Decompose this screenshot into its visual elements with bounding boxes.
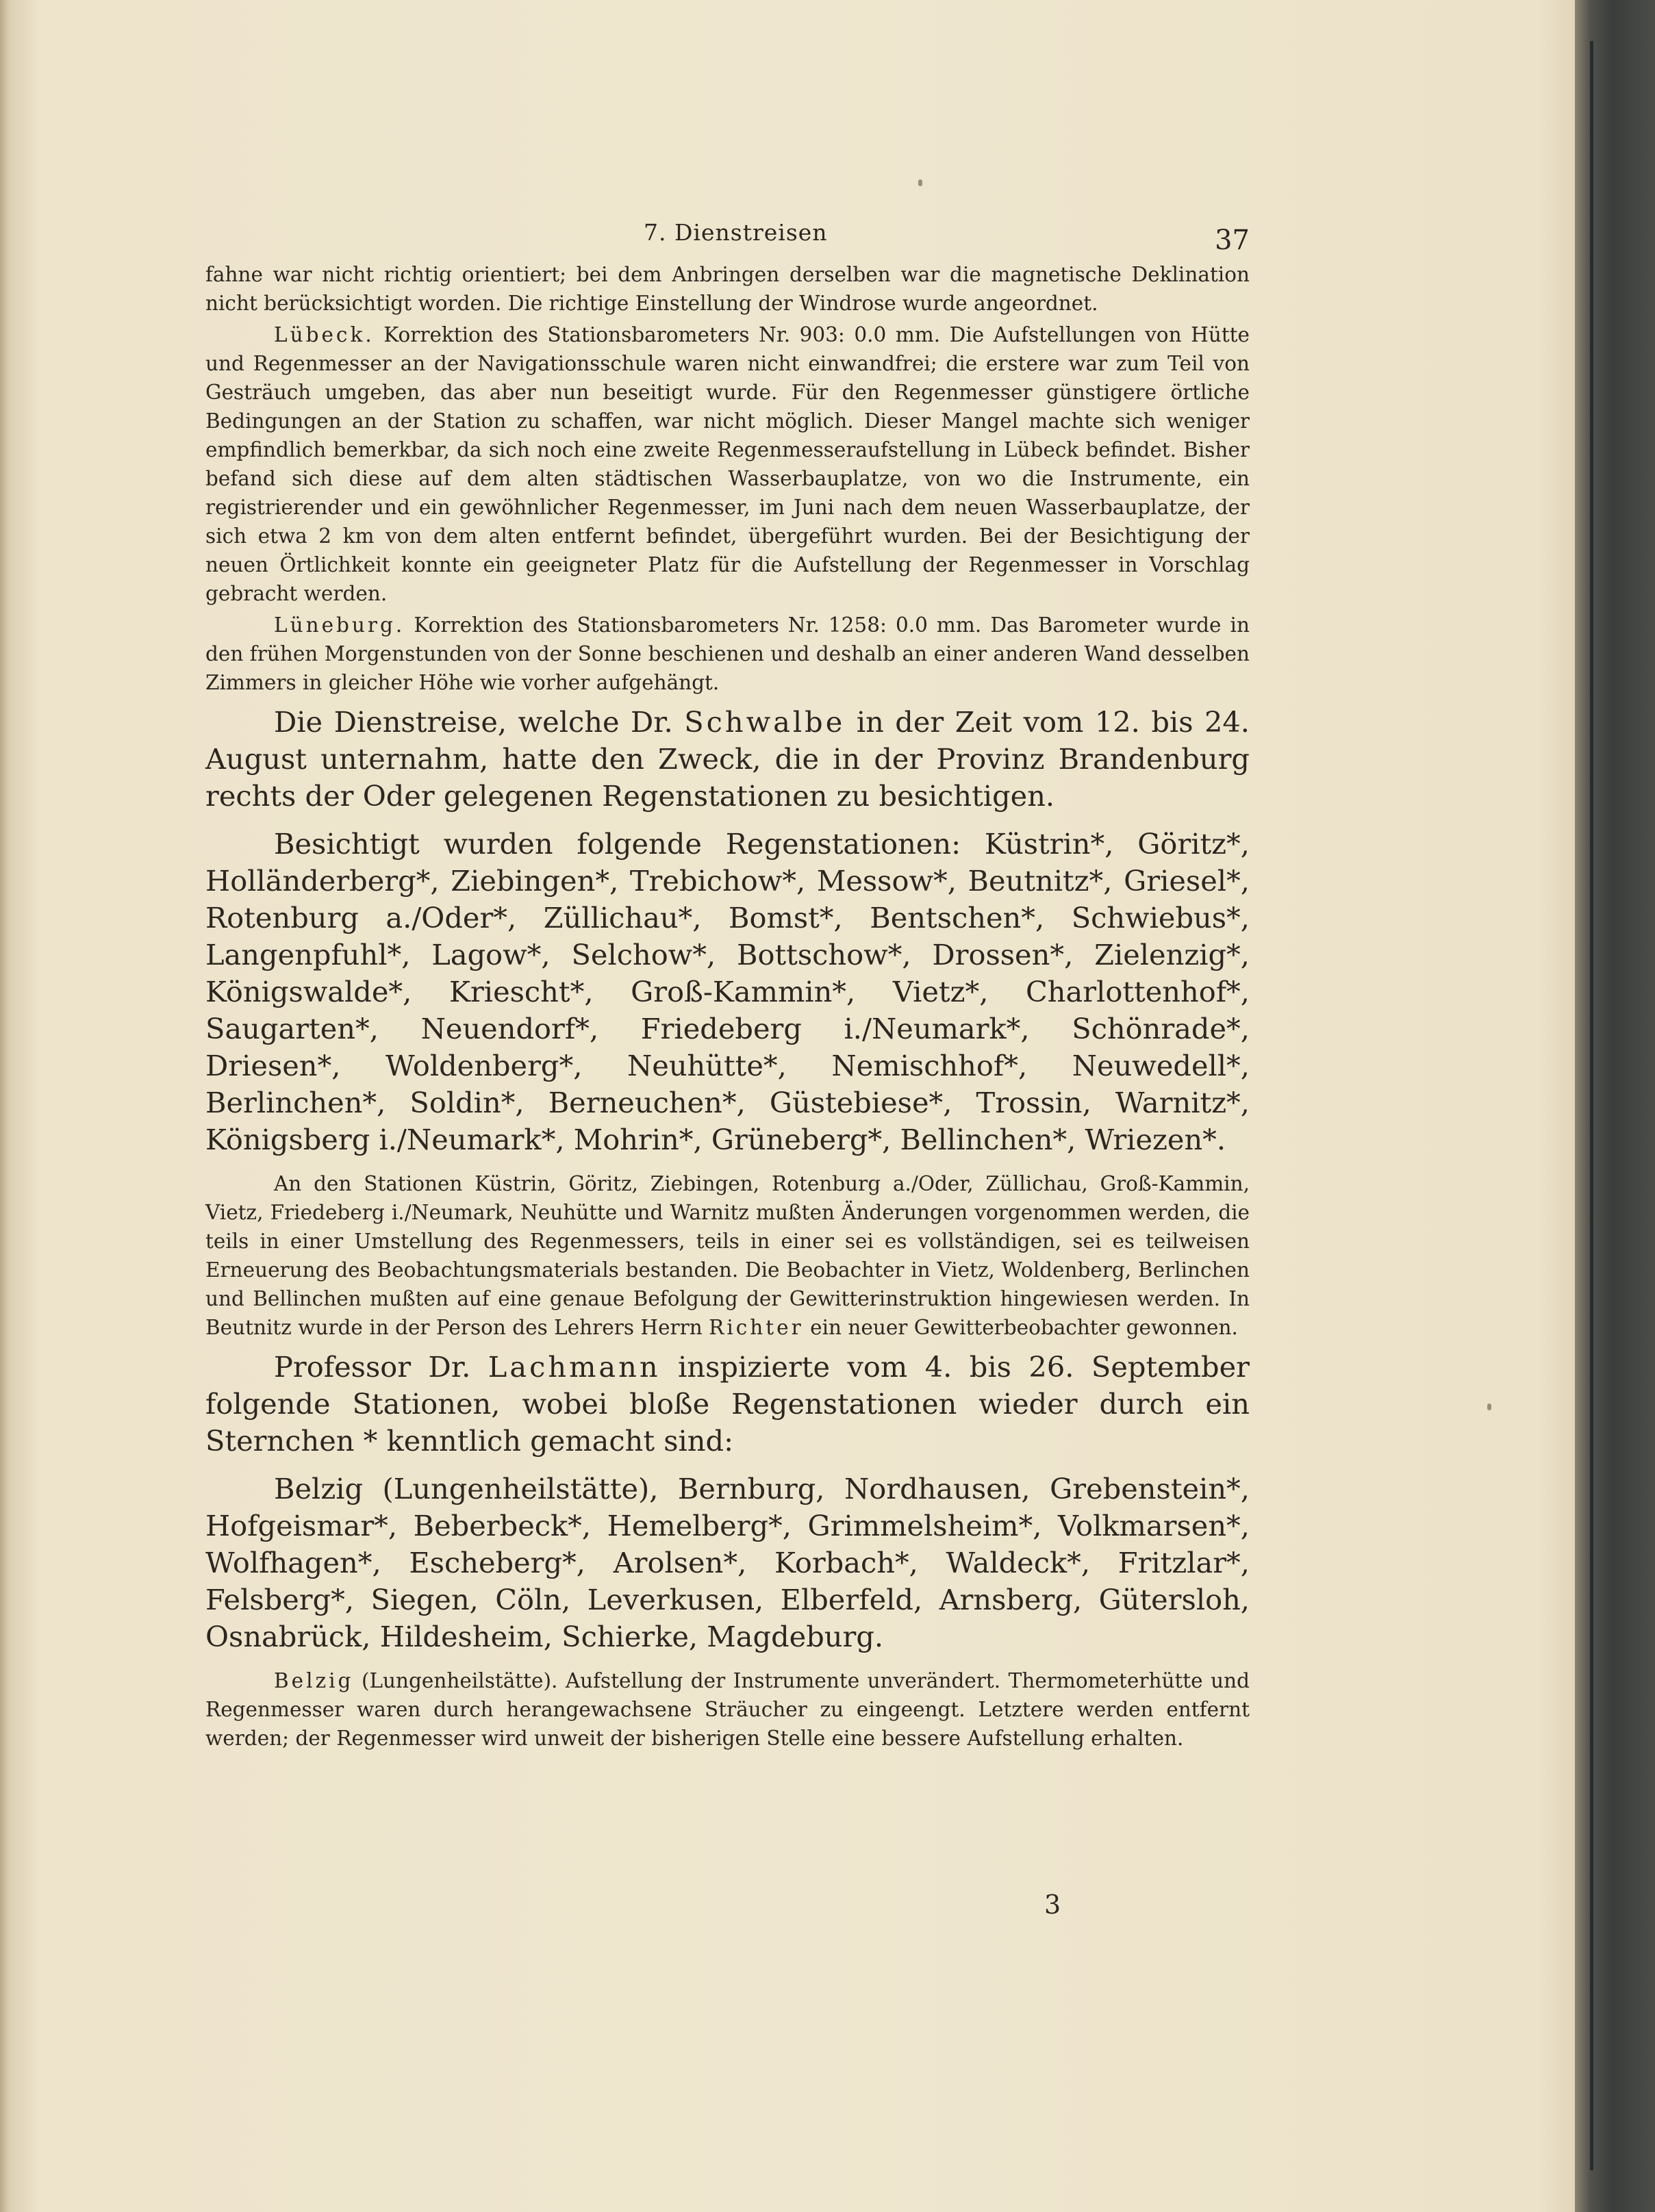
person-name-schwalbe: Schwalbe <box>684 705 846 739</box>
paragraph-schwalbe-after: in der Zeit vom 12. bis 24. August unternahm, hatte den Zweck, die in der Provinz Brandenburg rechts der Oder gelegenen Regenstationen zu besichtigen. <box>205 705 1250 813</box>
paragraph-belzig-text: (Lungenheilstätte). Aufstellung der Instrumente unverändert. Thermometerhütte und Regenmesser waren durch herangewachsene Sträucher zu eingeengt. Letztere werden entfernt werden; der Regenmesser wird unweit der bisherigen Stelle eine bessere Aufstellung erhalten. <box>205 1669 1250 1750</box>
station-name-luebeck: Lübeck. <box>274 323 375 346</box>
page-header <box>205 219 1250 260</box>
paragraph-belzig <box>205 1666 1250 1753</box>
book-spine <box>1575 0 1655 2212</box>
text-block <box>205 219 1250 1753</box>
paragraph-schwalbe-before: Die Dienstreise, welche Dr. <box>274 705 673 739</box>
paragraph-station-list-1: Besichtigt wurden folgende Regenstationen: Küstrin*, Göritz*, Holländerberg*, Ziebingen*, Trebichow*, Messow*, Beutnitz*, Griesel*, Rotenburg a./Oder*, Züllichau*, Bomst*, Bentschen*, Schwiebus*, Langenpfuhl*, Lagow*, Selchow*, Bottschow*, Drossen*, Zielenzig*, Königswalde*, Kriescht*, Groß-Kammin*, Vietz*, Charlottenhof*, Saugarten*, Neuendorf*, Friedeberg i./Neumark*, Schönrade*, Driesen*, Woldenberg*, Neuhütte*, Nemischhof*, Neuwedell*, Berlinchen*, Soldin*, Berneuchen*, Güstebiese*, Trossin, Warnitz*, Königsberg i./Neumark*, Mohrin*, Grüneberg*, Bellinchen*, Wriezen*. <box>205 827 1250 1156</box>
person-name-richter: Richter <box>709 1316 804 1339</box>
paragraph-schwalbe <box>205 704 1250 815</box>
paper-speck <box>1487 1403 1491 1410</box>
paragraph-lachmann-before: Professor Dr. <box>274 1350 471 1384</box>
page-number: 37 <box>1215 225 1250 256</box>
person-name-lachmann: Lachmann <box>488 1350 661 1384</box>
paragraph-changes <box>205 1169 1250 1342</box>
paragraph-lachmann <box>205 1349 1250 1460</box>
paragraph-station-list-2: Belzig (Lungenheilstätte), Bernburg, Nordhausen, Grebenstein*, Hofgeismar*, Beberbeck*, Hemelberg*, Grimmelsheim*, Volkmarsen*, Wolfhagen*, Escheberg*, Arolsen*, Korbach*, Waldeck*, Fritzlar*, Felsberg*, Siegen, Cöln, Leverkusen, Elberfeld, Arnsberg, Gütersloh, Osnabrück, Hildesheim, Schierke, Magdeburg. <box>205 1472 1250 1653</box>
paragraph-lueneburg-text: Korrektion des Stationsbarometers Nr. 1258: 0.0 mm. Das Barometer wurde in den frühen Morgenstunden von der Sonne beschienen und deshalb an einer anderen Wand desselben Zimmers in gleicher Höhe wie vorher aufgehängt. <box>205 613 1250 694</box>
paper-speck <box>918 179 922 186</box>
paragraph-changes-text: An den Stationen Küstrin, Göritz, Ziebingen, Rotenburg a./Oder, Züllichau, Groß-Kammin, Vietz, Friedeberg i./Neumark, Neuhütte und Warnitz mußten Änderungen vorgenommen werden, die teils in einer Umstellung des Regenmessers, teils in einer sei es vollständigen, sei es teilweisen Erneuerung des Beobachtungsmaterials bestanden. Die Beobachter in Vietz, Woldenberg, Berlinchen und Bellinchen mußten auf eine genaue Befolgung der Gewitterinstruktion hingewiesen werden. In Beutnitz wurde in der Person des Lehrers Herrn <box>205 1172 1250 1339</box>
paragraph-lueneburg <box>205 611 1250 697</box>
paragraph-luebeck-text: Korrektion des Stationsbarometers Nr. 903: 0.0 mm. Die Aufstellungen von Hütte und Regenmesser an der Navigationsschule waren nicht einwandfrei; die erstere war zum Teil von Gesträuch umgeben, das aber nun beseitigt wurde. Für den Regenmesser günstigere örtliche Bedingungen an der Station zu schaffen, war nicht möglich. Dieser Mangel machte sich weniger empfindlich bemerkbar, da sich noch eine zweite Regenmesseraufstellung in Lübeck befindet. Bisher befand sich diese auf dem alten städtischen Wasserbauplatze, von wo die Instrumente, ein registrierender und ein gewöhnlicher Regenmesser, im Juni nach dem neuen Wasserbauplatze, der sich etwa 2 km von dem alten entfernt befindet, übergeführt wurden. Bei der Besichtigung der neuen Örtlichkeit konnte ein geeigneter Platz für die Aufstellung der Regenmesser in Vorschlag gebracht werden. <box>205 323 1250 605</box>
paragraph-changes-after: ein neuer Gewitterbeobachter gewonnen. <box>810 1316 1238 1339</box>
paragraph-luebeck <box>205 320 1250 608</box>
spine-edge <box>1590 41 1593 2170</box>
station-name-belzig: Belzig <box>274 1669 354 1692</box>
paragraph-1: fahne war nicht richtig orientiert; bei dem Anbringen derselben war die magnetische Deklination nicht berücksichtigt worden. Die richtige Einstellung der Windrose wurde angeordnet. <box>205 263 1250 315</box>
paragraph-lachmann-after: inspizierte vom 4. bis 26. September folgende Stationen, wobei bloße Regenstationen wieder durch ein Sternchen * kenntlich gemacht sind: <box>205 1350 1250 1458</box>
running-head: 7. Dienstreisen <box>644 219 828 246</box>
station-name-lueneburg: Lüneburg. <box>274 613 405 637</box>
signature-mark: 3 <box>1044 1890 1061 1920</box>
